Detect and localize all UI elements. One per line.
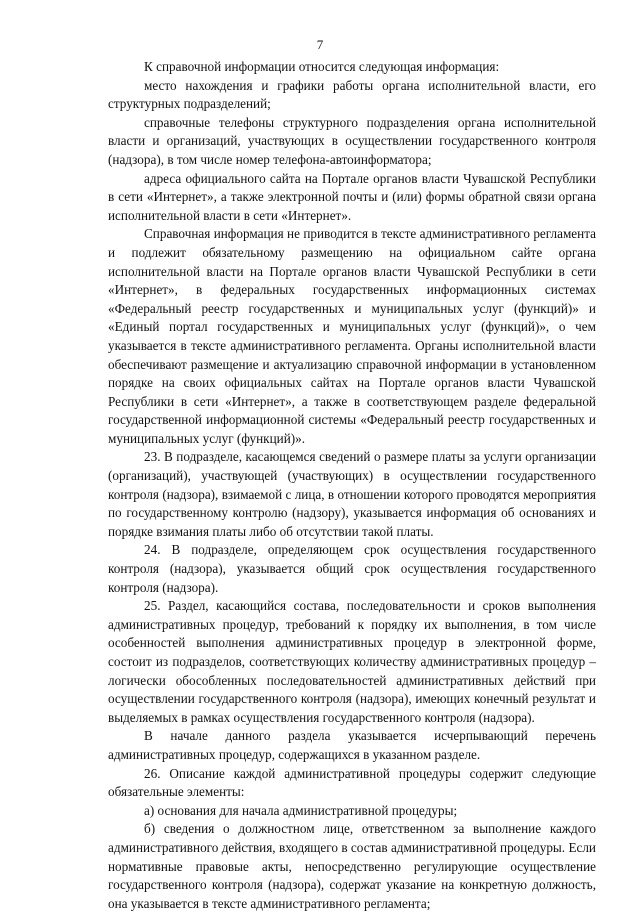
paragraph-clause-23: 23. В подразделе, касающемся сведений о размере платы за услуги организации (организаций), участвующей (участвующих) в осуществлении государственного контроля (надзора), взимаемой с лица, в отношении которого проводятся мероприятия по государственному контролю (надзору), указывается информация об основаниях и порядке взимания платы либо об отсутствии такой платы. <box>108 449 596 539</box>
paragraph-clause-24: 24. В подразделе, определяющем срок осуществления государственного контроля (надзора), указывается общий срок осуществления государственного контроля (надзора). <box>108 542 596 595</box>
document-body <box>108 58 596 913</box>
paragraph-item-a: а) основания для начала административной процедуры; <box>144 802 458 818</box>
paragraph-reference-info-placement: Справочная информация не приводится в тексте административного регламента и подлежит обязательному размещению на официальном сайте органа исполнительной власти на Портале органов власти Чувашской Республики в сети «Интернет», в федеральных государственных информационных системах «Федеральный реестр государственных и муниципальных услуг (функций)» и «Единый портал государственных и муниципальных услуг (функций)», о чем указывается в тексте административного регламента. Органы исполнительной власти обеспечивают размещение и актуализацию справочной информации в установленном порядке на своих официальных сайтах на Портале органов власти Чувашской Республики в сети «Интернет», а также в соответствующем разделе федеральной государственной информационной системы «Федеральный реестр государственных и муниципальных услуг (функций)». <box>108 226 596 446</box>
paragraph-clause-25: 25. Раздел, касающийся состава, последовательности и сроков выполнения административных процедур, требований к порядку их выполнения, в том числе особенностей выполнения административных процедур в электронной форме, состоит из подразделов, соответствующих количеству административных процедур – логически обособленных последовательностей административных действий при осуществлении государственного контроля (надзора), имеющих конечный результат и выделяемых в рамках осуществления государственного контроля (надзора). <box>108 598 596 725</box>
page-number: 7 <box>316 37 324 52</box>
paragraph-location-schedule: место нахождения и графики работы органа исполнительной власти, его структурных подразделений; <box>108 77 596 112</box>
paragraph-reference-info-intro: К справочной информации относится следующая информация: <box>144 59 500 74</box>
paragraph-procedures-list: В начале данного раздела указывается исчерпывающий перечень административных процедур, содержащихся в указанном разделе. <box>108 728 596 762</box>
paragraph-clause-26: 26. Описание каждой административной процедуры содержит следующие обязательные элементы: <box>108 765 596 800</box>
paragraph-website-addresses: адреса официального сайта на Портале органов власти Чувашской Республики в сети «Интернет», а также электронной почты и (или) формы обратной связи органа исполнительной власти в сети «Интернет». <box>108 170 596 223</box>
paragraph-reference-phones: справочные телефоны структурного подразделения органа исполнительной власти и организаций, участвующих в осуществлении государственного контроля (надзора), в том числе номер телефона-автоинформатора; <box>108 114 596 167</box>
paragraph-item-b: б) сведения о должностном лице, ответственном за выполнение каждого административного действия, входящего в состав административной процедуры. Если нормативные правовые акты, непосредственно регулирующие осуществление государственного контроля (надзора), содержат указание на конкретную должность, она указывается в тексте административного регламента; <box>108 821 596 911</box>
